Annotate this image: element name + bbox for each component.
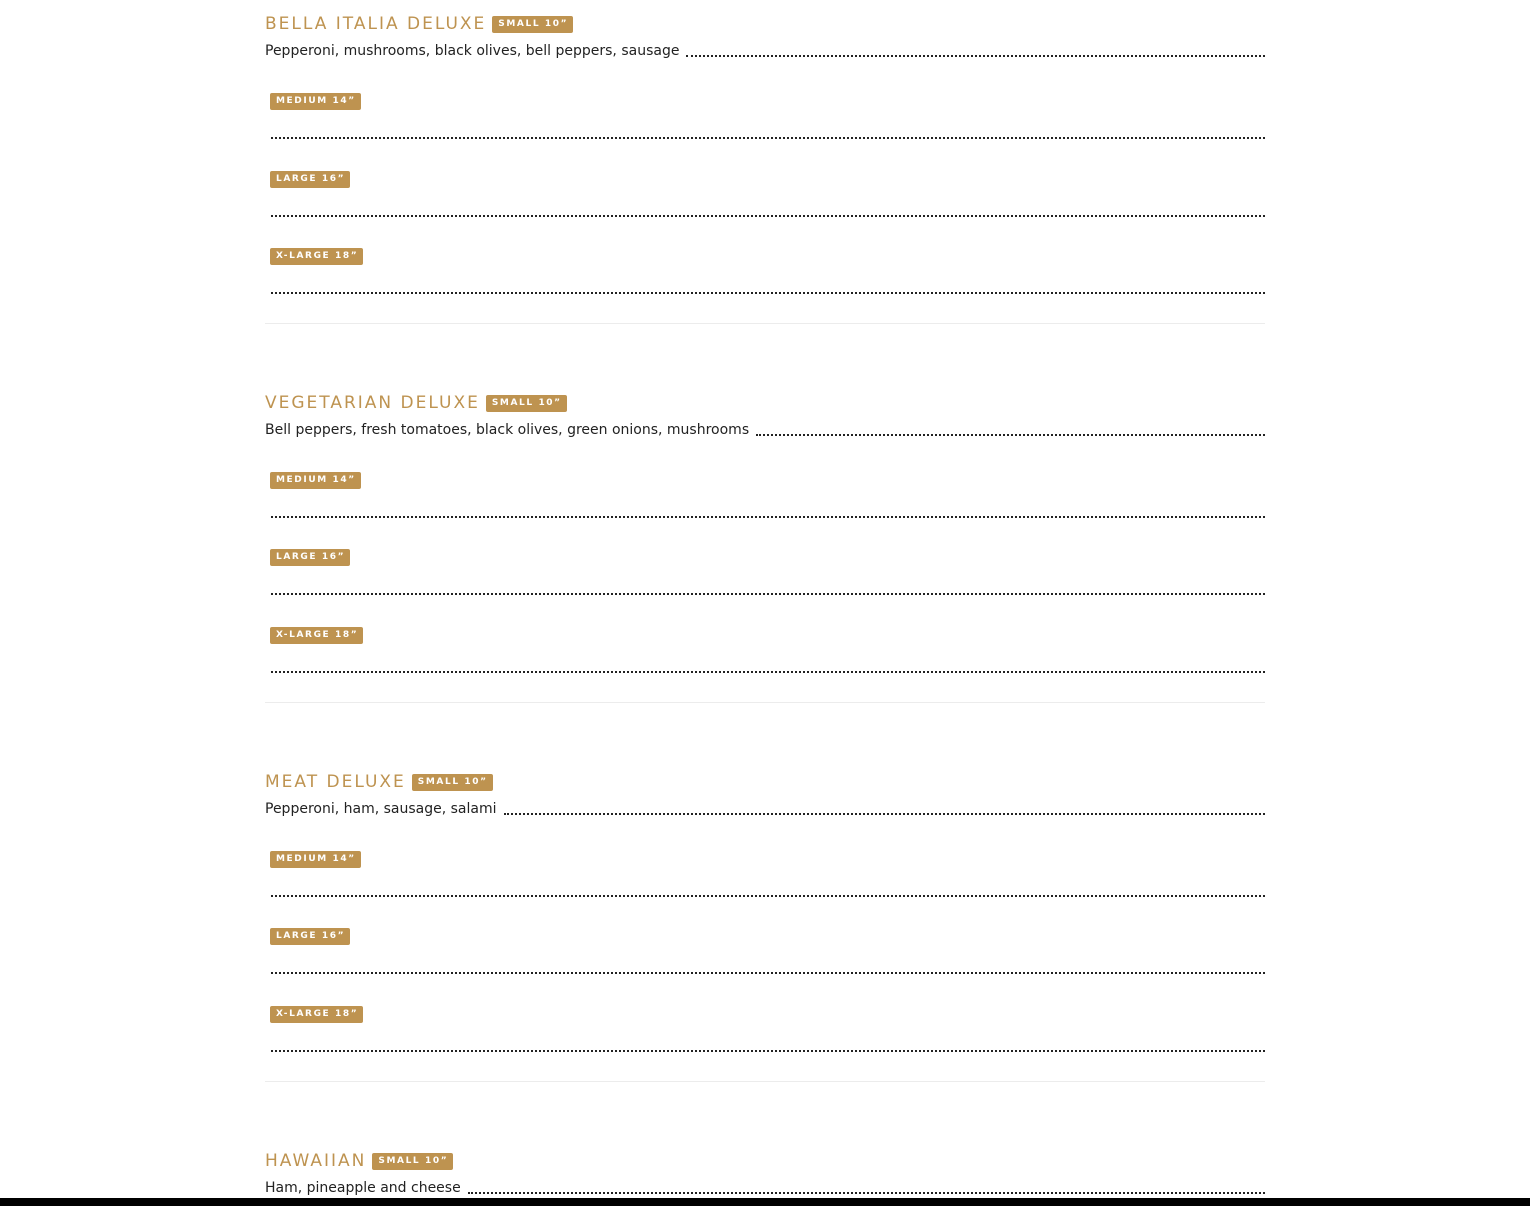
dotted-leader — [271, 215, 1265, 217]
size-badge: X-LARGE 18” — [270, 627, 363, 644]
size-badge: MEDIUM 14” — [270, 93, 361, 110]
dotted-leader — [468, 1192, 1265, 1194]
menu-item-description-row — [265, 1178, 1265, 1198]
size-option — [270, 472, 1265, 518]
menu-item-description: Pepperoni, mushrooms, black olives, bell peppers, sausage — [265, 43, 680, 59]
item-divider — [265, 1081, 1265, 1082]
bottom-edge-bar — [0, 1198, 1530, 1206]
menu-item-description: Ham, pineapple and cheese — [265, 1180, 461, 1196]
size-badge: LARGE 16” — [270, 549, 350, 566]
menu-item — [265, 0, 1265, 379]
size-option — [270, 171, 1265, 217]
size-badge: SMALL 10” — [412, 774, 493, 791]
dotted-leader — [504, 813, 1266, 815]
size-badge: X-LARGE 18” — [270, 248, 363, 265]
size-badge: SMALL 10” — [486, 395, 567, 412]
dotted-leader — [271, 292, 1265, 294]
menu-item-title: BELLA ITALIA DELUXE — [265, 14, 487, 34]
menu-item-title: MEAT DELUXE — [265, 772, 406, 792]
size-option — [270, 627, 1265, 673]
menu-item-title: VEGETARIAN DELUXE — [265, 393, 480, 413]
item-divider — [265, 702, 1265, 703]
size-option — [270, 1006, 1265, 1052]
dotted-leader — [271, 972, 1265, 974]
menu-item-header — [265, 770, 493, 794]
dotted-leader — [686, 55, 1265, 57]
menu-item — [265, 379, 1265, 758]
item-divider — [265, 323, 1265, 324]
size-badge: SMALL 10” — [372, 1153, 453, 1170]
menu-item-description-row — [265, 799, 1265, 819]
size-option — [270, 248, 1265, 294]
menu-item-description-row — [265, 41, 1265, 61]
size-badge: LARGE 16” — [270, 171, 350, 188]
size-option — [270, 93, 1265, 139]
menu-item-header — [265, 391, 567, 415]
dotted-leader — [271, 671, 1265, 673]
size-option — [270, 928, 1265, 974]
menu-item — [265, 758, 1265, 1137]
dotted-leader — [756, 434, 1265, 436]
menu-item-description-row — [265, 420, 1265, 440]
dotted-leader — [271, 137, 1265, 139]
menu-item-description: Pepperoni, ham, sausage, salami — [265, 801, 497, 817]
menu-list — [265, 0, 1265, 1206]
menu-item-title: HAWAIIAN — [265, 1151, 367, 1171]
menu-item-header — [265, 12, 573, 36]
dotted-leader — [271, 516, 1265, 518]
menu-item — [265, 1137, 1265, 1206]
dotted-leader — [271, 1050, 1265, 1052]
size-option — [270, 549, 1265, 595]
dotted-leader — [271, 895, 1265, 897]
size-badge: LARGE 16” — [270, 928, 350, 945]
size-badge: SMALL 10” — [492, 16, 573, 33]
size-badge: MEDIUM 14” — [270, 472, 361, 489]
size-option — [270, 851, 1265, 897]
menu-item-description: Bell peppers, fresh tomatoes, black olives, green onions, mushrooms — [265, 422, 750, 438]
size-badge: MEDIUM 14” — [270, 851, 361, 868]
size-badge: X-LARGE 18” — [270, 1006, 363, 1023]
menu-item-header — [265, 1149, 453, 1173]
dotted-leader — [271, 593, 1265, 595]
